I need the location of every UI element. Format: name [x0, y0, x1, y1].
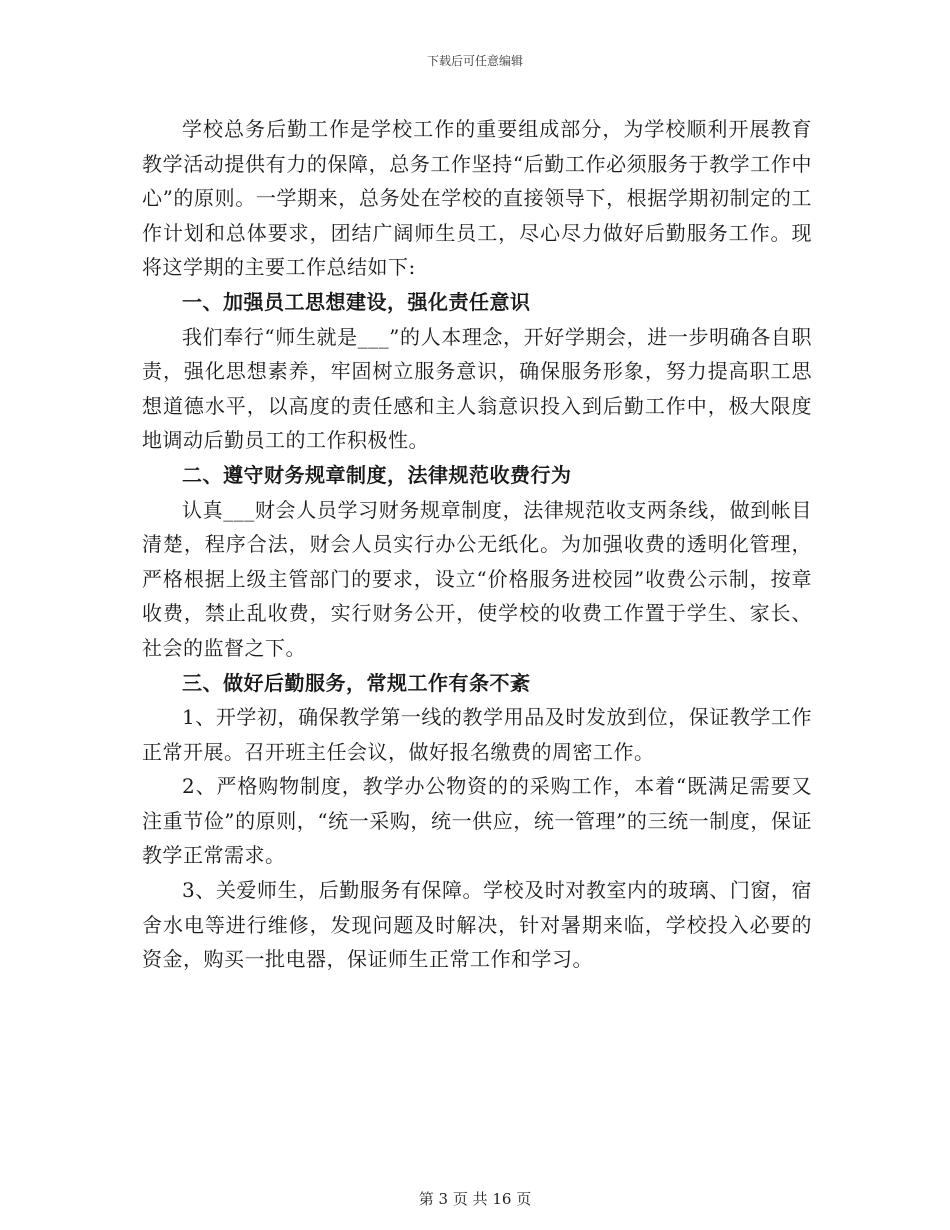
page-header: 下载后可任意编辑	[426, 54, 523, 68]
list-item-3: 3、关爱师生，后勤服务有保障。学校及时对教室内的玻璃、门窗，宿舍水电等进行维修，发现问题及时解决，针对暑期来临，学校投入必要的资金，购买一批电器，保证师生正常工作和学习。	[142, 878, 812, 972]
document-body	[142, 112, 812, 977]
section-paragraph-2: 认真___财会人员学习财务规章制度，法律规范收支两条线，做到帐目清楚，程序合法，财会人员实行办公无纸化。为加强收费的透明化管理，严格根据上级主管部门的要求，设立“价格服务进校园”收费公示制，按章收费，禁止乱收费，实行财务公开，使学校的收费工作置于学生、家长、社会的监督之下。	[142, 497, 812, 660]
intro-paragraph: 学校总务后勤工作是学校工作的重要组成部分，为学校顺利开展教育教学活动提供有力的保障，总务工作坚持“后勤工作必须服务于教学工作中心”的原则。一学期来，总务处在学校的直接领导下，根据学期初制定的工作计划和总体要求，团结广阔师生员工，尽心尽力做好后勤服务工作。现将这学期的主要工作总结如下:	[142, 117, 812, 280]
section-heading-2: 二、遵守财务规章制度，法律规范收费行为	[182, 462, 572, 487]
page-footer: 第 3 页 共 16 页	[418, 1190, 532, 1208]
section-paragraph-1: 我们奉行“师生就是___”的人本理念，开好学期会，进一步明确各自职责，强化思想素养，牢固树立服务意识，确保服务形象，努力提高职工思想道德水平，以高度的责任感和主人翁意识投入到后勤工作中，极大限度地调动后勤员工的工作积极性。	[142, 324, 812, 453]
section-heading-3: 三、做好后勤服务，常规工作有条不紊	[182, 670, 531, 695]
section-heading-1: 一、加强员工思想建设，强化责任意识	[182, 289, 531, 314]
list-item-2: 2、严格购物制度，教学办公物资的的采购工作，本着“既满足需要又注重节俭”的原则，“统一采购，统一供应，统一管理”的三统一制度，保证教学正常需求。	[142, 774, 812, 868]
list-item-1: 1、开学初，确保教学第一线的教学用品及时发放到位，保证教学工作正常开展。召开班主任会议，做好报名缴费的周密工作。	[142, 705, 812, 764]
